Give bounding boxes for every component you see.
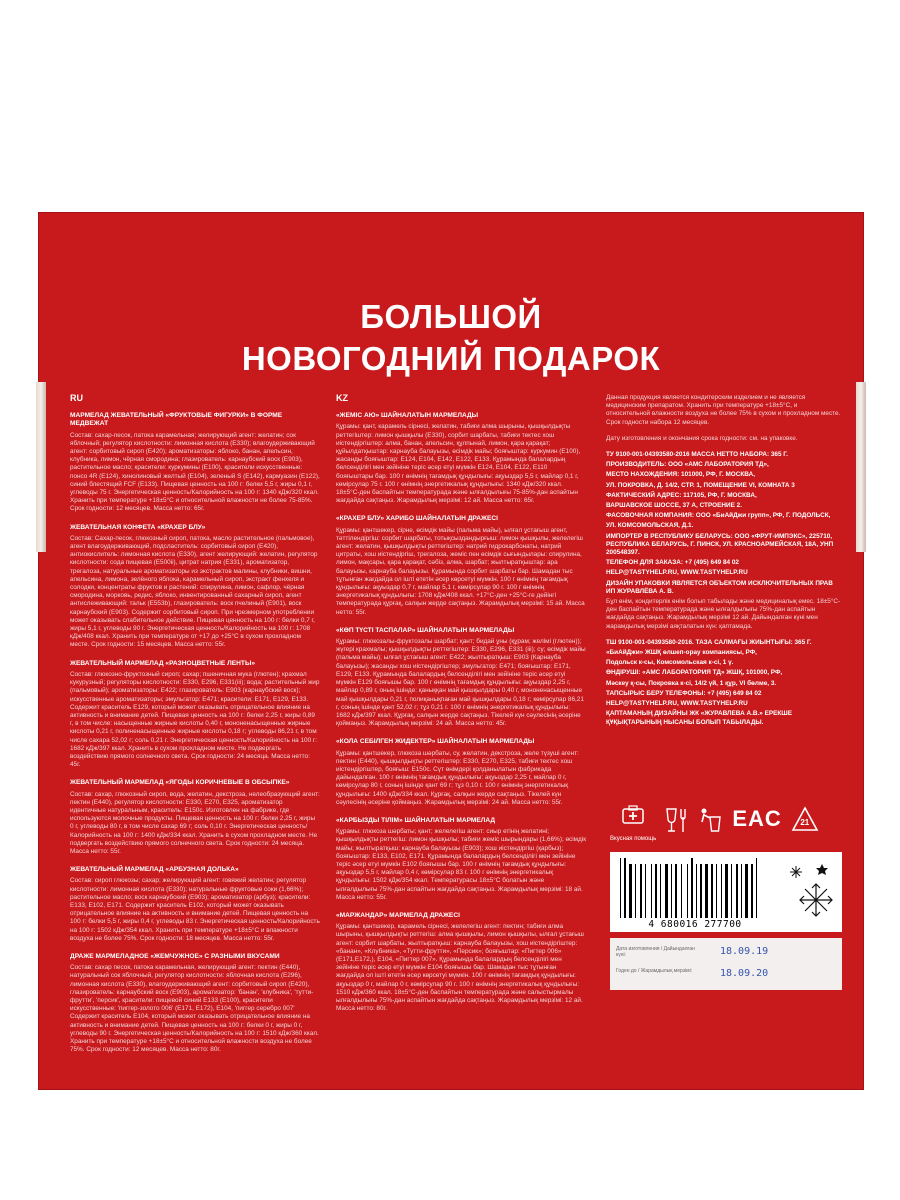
kz-section [336, 912, 586, 1013]
barcode-bar [660, 864, 661, 918]
design-rights-ru: ДИЗАЙН УПАКОВКИ ЯВЛЯЕТСЯ ОБЪЕКТОМ ИСКЛЮЧИТЕЛЬНЫХ ПРАВ ИП ЖУРАВЛЁВА А. В. [606, 579, 833, 595]
barcode-bar [669, 864, 670, 918]
date-panel [610, 938, 842, 990]
barcode-bar [637, 864, 639, 918]
title-line-2: НОВОГОДНИЙ ПОДАРОК [241, 340, 661, 377]
barcode-panel [610, 852, 842, 932]
ru-section-body: Состав: сахар, глюкозный сироп, вода, желатин, декстроза, нелеобразующий агент: пектин (Е440), регулятор кислотности: Е330, Е270, Е325, ароматизатор идентичные натуральным, краситель: Е150с. Изготовлен на фабрике, где используются молочные продукты. Пищевая ценность на 100 г: белки 2,25 г, жиры 0 г, углеводы 80 г, в том числе сахар 69 г; соль 0,10 г. Энергетическая ценность/Калорийность на 100 г: 1400 кДж/334 ккал. Хранить в сухом прохладном месте. Не подвергать воздействию прямого солнечного света. Срок годности: 24 месяца. Масса нетто: 55г. [70, 790, 320, 855]
info-line: ФАСОВОЧНАЯ КОМПАНИЯ: ООО «БиАйДжи групп», РФ, Г. ПОДОЛЬСК, [606, 512, 831, 520]
info-kz-line: Подольск к-сы, Комсомольская к-сі, 1 ү. [606, 659, 734, 667]
barcode-bar [624, 858, 626, 918]
kz-section-body: Құрамы: қантшекер, глюкоза шәрбаты, су, желатин, декстроза, желе түзуші агент: пектин (Е440), қышқылдықты реттегіштер: Е330, Е270, Е325, табиғи тектес хош иістендіргіштер, бояғыш: Е150с. Сүт өнімдері қолданылатын фабрикада дайындалған. 100 г өнімнің тағамдық құндылығы: ақуыздар 2,25 г, майлар 0 г, көмірсулар 80 г, соның ішінде қант 69 г; тұз 0,10 г. 100 г өнімнің энергетикалық құндылығы: 1400 кДж/334 ккал. Құрғақ, салқын жерде сақтаңыз. Тікелей күн сәулесінің әсеріне қоймаңыз. Жарамдылық мерзімі: 24 ай. Масса нетто: 55г. [336, 749, 579, 806]
kz-section-head: «КӨП ТҮСТІ ТАСПАЛАР» ШАЙНАЛАТЫН МАРМЕЛАДЫ [336, 626, 515, 634]
info-kz-line: ТШ 9100-001-04393580-2016. ТАЗА САЛМАҒЫ ЖИЫНТЫҒЫ: 365 Г. [606, 638, 812, 646]
tasty-help-logo [610, 805, 656, 843]
ru-section-body: Состав: глюкозно-фруктозный сироп; сахар; пшеничная мука (глютен); крахмал кукурузный; регуляторы кислотности: Е330, Е296, Е331(iii); вода; растительный жир (пальмовый); ароматизаторы: Е422; глазирователь: Е903 (карнаубский воск); искусственные ароматизаторы; эмульгатор: Е471; красители: Е171, Е129, Е133. Содержит краситель Е129, который может оказывать отрицательное влияние на активность и внимание детей. Пищевая ценность на 100 г: белки 2,25 г, жиры 0,89 г, в том числе: насыщенные жирные кислоты 0,40 г, мононенасыщенные жирные кислоты 0,21 г, полиненасыщенные жирные кислоты 0,18 г; углеводы 86,21 г, в том числе сахара 52,02 г; соль 0,21 г. Энергетическая ценность/Калорийность на 100 г: 1682 кДж/397 ккал. Хранить в сухом прохладном месте. Не подвергать воздействию прямого солнечного света. Срок годности: 24 месяца. Масса нетто: 45г. [70, 670, 320, 769]
barcode-bar [736, 864, 738, 918]
barcode-bar [745, 864, 748, 918]
kz-section-head: «КРАХЕР БЛУ» ХАРИБО ШАЙНАЛАТЫН ДРАЖЕСІ [336, 515, 498, 523]
first-aid-box-icon [613, 805, 653, 835]
design-rights-kz: ҚАПТАМАНЫҢ ДИЗАЙНЫ ЖК «ЖУРАВЛЕВА А.В.» ЕРЕКШЕ ҚҰҚЫҚТАРЫНЫҢ НЫСАНЫ БОЛЫП ТАБЫЛАДЫ. [606, 710, 792, 726]
title-line-1: БОЛЬШОЙ [360, 298, 542, 335]
barcode-bar [729, 864, 730, 918]
kz-column [336, 394, 586, 1044]
certification-icons [610, 805, 840, 855]
info-kz-line: HELP@TASTYHELP.RU, WWW.TASTYHELP.RU [606, 700, 748, 708]
barcode-bar [709, 864, 710, 918]
barcode-bar [758, 864, 760, 918]
barcode-bars [620, 860, 770, 918]
barcode-bar [653, 864, 654, 918]
info-storage: Данная продукция является кондитерским изделием и не является медицинским препаратом. Хранить при температуре +18±5°C, и относительной влажности воздуха не более 75% в сухом и прохладном месте. Срок годности набора 12 месяцев. [606, 394, 841, 426]
food-contact-glass-fork-icon [664, 805, 690, 835]
barcode-bar [718, 864, 720, 918]
barcode-bar [741, 864, 742, 918]
info-line: HELP@TASTYHELP.RU, WWW.TASTYHELP.RU [606, 569, 748, 577]
barcode-bar [694, 864, 695, 918]
ru-section-head: ЖЕВАТЕЛЬНЫЙ МАРМЕЛАД «АРБУЗНАЯ ДОЛЬКА» [70, 866, 239, 874]
barcode-bar [633, 864, 634, 918]
ru-section [70, 866, 320, 943]
info-line: ПРОИЗВОДИТЕЛЬ: ООО «АМС ЛАБОРАТОРИЯ ТД», [606, 461, 769, 469]
info-line: ВАРШАВСКОЕ ШОССЕ, 37 А, СТРОЕНИЕ 2. [606, 502, 742, 510]
kz-section-body: Құрамы: глюкоза шәрбаты; қант; желелегіш агент: сиыр етінің желатині; қышқылдықты реттегіш: лимон қышқылы; табиғи жеміс шырындары (1,66%); өсімдік майы; жылтыратқыш: карнауба балауызы (Е903); хош иістендіргіш (қарбыз); бояғыштар: Е133, Е102, Е171. Құрамында балалардың белсенділігі мен зейініне теріс әсер етуі мүмкін Е102 бояғышы бар. 100 г өнімнің тағамдық құндылығы: ақуыздар 5,5 г, майлар 0,4 г, көмірсулар 83 г. 100 г өнімнің энергетикалық құндылығы: 1502 кДж/354 ккал. Температурасы 18±5°С болатын және ылғалдылығы 75%-дан аспайтын жағдайда сақтаңыз. Жарамдылық мерзімі: 18 ай. Масса нетто: 55г. [336, 828, 587, 901]
kz-section-head: «ЖЕМІС АЮ» ШАЙНАЛАТЫН МАРМЕЛАДЫ [336, 412, 479, 420]
barcode-bar [627, 864, 628, 918]
recycle-mark [790, 805, 820, 835]
info-kz-line: «БиАйДжи» ЖШҚ өлшеп-орау компаниясы, РФ, [606, 649, 757, 657]
info-line: УЛ. ПОКРОВКА, Д. 14/2, СТР. 1, ПОМЕЩЕНИЕ VI, КОМНАТА 3 [606, 481, 795, 489]
barcode-number: 4 680016 277700 [648, 919, 742, 930]
info-kz-line: Мәскеу қ-сы, Покровка к-сі, 14/2 үй, 1 құр, VI бөлме, 3. [606, 679, 777, 687]
barcode-bar [723, 864, 724, 918]
gift-box-back [38, 212, 864, 1090]
ru-section-head: ЖЕВАТЕЛЬНАЯ КОНФЕТА «КРАХЕР БЛУ» [70, 523, 206, 531]
barcode-bar [751, 864, 753, 918]
barcode-bar [665, 864, 668, 918]
kz-section [336, 627, 586, 728]
ru-section-head: ДРАЖЕ МАРМЕЛАДНОЕ «ЖЕМЧУЖНОЕ» С РАЗНЫМИ ВКУСАМИ [70, 952, 280, 960]
kz-section-head: «КОЛА СЕБІЛГЕН ЖИДЕКТЕР» ШАЙНАЛАТЫН МАРМЕЛАДЫ [336, 738, 535, 746]
ru-column [70, 393, 320, 1054]
barcode-bar [743, 864, 744, 918]
info-line: ФАКТИЧЕСКИЙ АДРЕС: 117105, РФ, Г. МОСКВА, [606, 491, 757, 499]
ru-section-body: Состав: сироп глюкозы; сахар; желирующий агент: говяжий желатин; регулятор кислотности: лимонная кислота (Е330); натуральные фруктовые соки (1,66%); растительное масло; воск карнаубский (Е903); ароматизатор (арбуз); красители: Е133, Е102, Е171. Содержит краситель Е102, который может оказывать отрицательное влияние на активность и внимание детей. Пищевая ценность на 100 г: белки 5,5 г, жиры 0,4 г, углеводы 83 г. Энергетическая ценность/Калорийность на 100 г: 1502 кДж/354 ккал. Хранить при температуре +18±5°C и влажности воздуха не более 75%. Срок годности: 18 месяцев. Масса нетто: 55г. [70, 877, 320, 942]
barcode-bar [662, 864, 664, 918]
ru-section [70, 779, 320, 856]
barcode-bar [629, 864, 632, 918]
ru-section [70, 412, 320, 513]
barcode-bar [620, 858, 621, 918]
barcode-bar [640, 864, 642, 918]
kz-section-body: Құрамы: қантшекер, карамель сірнесі, желелегіш агент: пектин; табиғи алма шырыны, қышқылдықты реттегіш: алма қышқылы, лимон қышқылы, ылғал ұстағыш агент: сорбит шарбаты, жылтыратқыш: карнауба балауызы, хош иістендіргіштер: «банан», «Клубника», «Тутти-фрутти», «Персик»; бояғыштар: «Пигтер 006» (Е171,Е172,), Е104, «Пигтер 007». Құрамында балалардың белсенділігі мен зейініне теріс әсер етуі мүмкін Е104 бояғышы бар. Шамадан тыс тұтынған жағдайда ол ішті өтетін әсер көрсетуі мүмкін. 100 г өнімнің тағамдық құндылығы: ақуыздар 0 г, майлар 0 г, көмірсулар 90 г. 100 г өнімнің энергетикалық құндылығы: 1510 кДж/360 ккал. 18±5°С-ден баспайтын температурада және салыстырмалы ылғалдылығы 75%-дан аспайтын жағдайда сақтаңыз. Жарамдылық мерзімі: 12 ай. Масса нетто: 80г. [336, 923, 584, 1013]
barcode-bar [651, 864, 652, 918]
expiry-date-value: 18.09.20 [720, 968, 769, 979]
barcode-bar [658, 864, 659, 918]
snowflake-decoration-icon [786, 858, 838, 926]
info-kz-storage: Бұл өнім, кондитерлік өнім болып табылады және медициналық емес. 18±5°С-ден баспайтын температурада және ылғалдылығы 75%-дан аспайтын жағдайда сақтаңыз. Жарамдылық мерзімі 12 ай. Дайындалған күні мен жарамдылық мерзімі аяқталатын күн: қаптамада. [606, 598, 841, 630]
barcode-bar [678, 864, 680, 918]
barcode-bar [687, 864, 688, 918]
tidyman-bin-icon [698, 805, 724, 835]
ru-section-body: Состав: сахар-песок, патока карамельная; желирующий агент: желатин; сок яблочный; регулятор кислотности: лимонная кислота (Е330); влагоудерживающий агент: сорбитовый сироп (Е420); ароматизаторы: яблоко, банан, апельсин, клубника, лимон, чёрная смородина; глазирователь: карнаубский воск (Е903), растительное масло; красители: куркумины (Е100), красители искусственные: понсо 4R (Е124), хинолиновый желтый (Е104), зеленый S (Е142), кармуазин (Е122), синий блестящий FCF (Е133). Пищевая ценность на 100 г: белки 5,5 г, жиры 0,1 г, углеводы 75 г. Энергетическая ценность/Калорийность на 100 г: 1340 кДж/320 ккал. Хранить при температуре +18±5°C и относительной влажности не более 75-85%. Срок годности: 12 месяцев. Масса нетто: 65г. [70, 431, 320, 513]
ru-section-head: ЖЕВАТЕЛЬНЫЙ МАРМЕЛАД «РАЗНОЦВЕТНЫЕ ЛЕНТЫ» [70, 659, 256, 667]
barcode-bar [698, 864, 699, 918]
kz-section-head: «КАРБЫЗДЫ ТІЛІМ» ШАЙНАЛАТЫН МАРМЕЛАД [336, 816, 496, 824]
barcode-bar [749, 864, 750, 918]
info-line: УЛ. КОМСОМОЛЬСКАЯ, Д.1. [606, 522, 694, 530]
barcode-bar [681, 864, 682, 918]
barcode-bar [647, 864, 650, 918]
barcode-bar [671, 864, 672, 918]
kz-section-head: «МАРЖАНДАР» МАРМЕЛАД ДРАЖЕСІ [336, 911, 460, 919]
barcode-bar [622, 864, 623, 918]
info-column [606, 394, 842, 864]
barcode-bar [725, 864, 728, 918]
barcode-bar [716, 864, 717, 918]
barcode-bar [714, 864, 715, 918]
left-fold-edge [36, 382, 46, 552]
barcode-bar [754, 864, 755, 918]
barcode-bar [673, 864, 674, 918]
ru-section-head: ЖЕВАТЕЛЬНЫЙ МАРМЕЛАД «ЯГОДЫ КОРИЧНЕВЫЕ В ОБСЫПКЕ» [70, 779, 290, 787]
barcode-bar [721, 864, 722, 918]
barcode-bar [689, 864, 690, 918]
made-date-label: Дата изготовления / Дайындалған күні: [616, 946, 695, 958]
box-title [38, 296, 864, 380]
recycle-number: 21 [800, 818, 810, 827]
barcode-bar [645, 864, 646, 918]
barcode-bar [691, 858, 693, 918]
ru-section-head: МАРМЕЛАД ЖЕВАТЕЛЬНЫЙ «ФРУКТОВЫЕ ФИГУРКИ» В ФОРМЕ МЕДВЕЖАТ [70, 412, 283, 428]
kz-section [336, 817, 586, 902]
barcode-bar [700, 864, 702, 918]
barcode-bar [711, 864, 713, 918]
info-line: ТЕЛЕФОН ДЛЯ ЗАКАЗА: +7 (495) 649 84 02 [606, 559, 739, 567]
kz-section [336, 738, 586, 807]
info-kz-line: ӨНДІРУШІ: «АМС ЛАБОРАТОРИЯ ТД» ЖШҚ, 101000, РФ, [606, 669, 783, 677]
barcode-bar [739, 864, 740, 918]
info-line: МЕСТО НАХОЖДЕНИЯ: 101000, РФ, Г. МОСКВА, [606, 471, 755, 479]
ru-section-body: Состав: Сахар-песок, глюкозный сироп, патока, масло растительное (пальмовое), агент влагоудерживающий, подсластитель: сорбитовый сироп (Е420), антиокислитель: лимонная кислота (Е330), агент желирующий: желатин, регулятор кислотности: сода пищевая (Е500ii), цитрат натрия (Е331), ароматизатор, трегалоза, натуральные ароматизаторы из экстрактов малины, клубники, вишни, апельсина, лимона, зелёного яблока, карамельный сироп, экстракт фенхеля и солодки, концентраты фруктов и растений: спирулина, лимон, сафлор, чёрная смородина, морковь, редис, яблоко, инвентированный сахарный сироп, агент антислеживающий: тальк (Е553b), глазирователь: воск пчелиный (Е901), воск карнаубский (Е903). Содержит сорбитовый сироп. При чрезмерном употреблении может оказывать слабительное действие. Пищевая ценность на 100 г: белки 0,7 г, жиры 5,1 г, углеводы 90 г. Энергетическая ценность/Калорийность на 100 г: 1708 кДж/408 ккал. Хранить при температуре от +17 до +25°C в сухом прохладном месте. Срок годности: 15 месяцев. Масса нетто: 55г. [70, 534, 318, 649]
tasty-help-caption: Вкусная помощь [610, 836, 657, 842]
kz-section-body: Құрамы: глюкозалы-фруктозалы шарбат; қант; бидай ұны (құрам; желімі (глютен)); жүгері крахмалы; қышқылдықты реттегіштер: Е330, Е296, Е331 (iii); су; өсімдік майы (пальма майы); ылғал ұстағыш агент: Е422; жылтыратқыш: Е903 (Карнауба балауызы); жасанды хош иістендіргіштер; эмульгатор: Е471; бояғыштар: Е171, Е129, Е133. Құрамында балалардың белсенділігі мен зейініне теріс әсер етуі мүмкін Е129 бояғышы бар. 100 г өнімнің тағамдық құндылығы: ақуыздар 2,25 г, майлар 0,89 г, оның ішінде: қаныққан май қышқылдары 0,40 г, мононенасыщенные май қышқылдары 0,21 г, полиқанықпаған май қышқылдары 0,18 г; көмірсулар 86,21 г, соның ішінде қант 52,02 г; тұз 0,21 г. 100 г өнімнің энергетикалық құндылығы: 1682 кДж/397 ккал. Құрғақ, салқын жерде сақтаңыз. Тікелей күн сәулесінің әсеріне қоймаңыз. Жарамдылық мерзімі: 24 ай. Масса нетто: 45г. [336, 638, 586, 728]
ru-section [70, 953, 320, 1054]
barcode-bar [756, 858, 757, 918]
kz-lang-label: KZ [336, 393, 348, 403]
made-date-value: 18.09.19 [720, 946, 769, 957]
kz-section [336, 412, 586, 505]
barcode-bar [675, 864, 677, 918]
barcode-bar [705, 864, 708, 918]
kz-section [336, 515, 586, 616]
barcode-bar [643, 864, 644, 918]
ru-lang-label: RU [70, 393, 83, 403]
expiry-date-label: Годен до / Жарамдылық мерзімі: [616, 968, 693, 974]
info-line: ТУ 9100-001-04393580-2016 МАССА НЕТТО НАБОРА: 365 Г. [606, 451, 788, 459]
kz-section-body: Құрамы: қант, карамель сірнесі, желатин, табиғи алма шырыны, қышқылдықты реттегіштер: лимон қышқылы (Е330), сорбит шарбаты, табиғи тектес хош иістендіргіштер: алма, банан, апельсин, құлпынай, лимон, қара қарақат; құйылдатқыштар: карнауба балауызы, өсімдік майы; бояғыштар: куркумин (Е100), жасанды бояғыштар: Е124, Е104, Е142, Е122, Е133. Құрамында балалардың белсенділігі мен зейініне теріс әсер етуі мүмкін Е124, Е104, Е122, Е110 бояғыштары бар. 100 г өнімнің тағамдық құндылығы: ақуыздар 5,5 г, майлар 0,1 г, көмірсулар 75 г. 100 г өнімнің энергетикалық құндылығы: 1340 кДж/320 ккал. 18±5°С-ден баспайтын температурада және ылғалдылығы 75-85%-дан аспайтын жағдайда сақтаңыз. Жарамдылық мерзімі: 12 ай. Масса нетто: 65г. [336, 423, 581, 505]
barcode-bar [655, 864, 657, 918]
ru-section [70, 524, 320, 650]
kz-section-body: Құрамы: қантшекер, сірне, өсімдік майы (пальма майы), ылғал ұстағыш агент, тәттілендіргіш: сорбит шарбаты, тотықсыздандырғыш: лимон қышқылы, желелегіш агент: желатин, қышқылдықты реттегіштер: натрий гидрокарбонаты, натрий цитраты, хош иістендіргіш, трегалоза, жеміс пен өсімдік сығындылары: спирулина, лимон, мақсары, қара қарақат, сәбіз, алма, шарбат; жылтыратқыштар: ара балауызы, карнауба балауызы. Құрамында сорбит шарбаты бар. Шамадан тыс тұтынған жағдайда ол ішті өтетін әсер көрсетуі мүмкін. 100 г өнімнің тағамдық құндылығы: ақуыздар 0,7 г, майлар 5,1 г, көмірсулар 90 г. 100 г өнімнің энергетикалық құндылығы: 1708 кДж/408 ккал. +17°С-ден +25°С-ге дейінгі температурада құрғақ, салқын жерде сақтаңыз. Жарамдылық мерзімі: 15 ай. Масса нетто: 55г. [336, 526, 585, 616]
ru-section-body: Состав: сахар песок, патока карамельная, желирующий агент: пектин (Е440), натуральный сок яблочный, регулятор кислотности: яблочная кислота (Е296), лимонная кислота (Е330), влагоудерживающий агент: сорбитовый сироп (Е420), глазирователь: карнаубский воск (Е903), ароматизатор: 'банан', 'клубника', 'тутти-фрутти', 'персик', красители: пищевой синий Е133 (Е100), красители искусственные: 'пиггер-золото 006' (Е171, Е172), Е104, 'пиггер серебро 007' Содержит краситель Е104, который может оказывать отрицательное влияние на активность и внимание детей. Пищевая ценность на 100 г: белки 0 г, жиры 0 г, углеводы 90 г. Энергетическая ценность/Калорийность на 100 г: 1510 кДж/360 ккал. Хранить при температуре +18±5°C и относительной влажности воздуха не более 75%. Срок годности: 12 месяцев. Масса нетто: 80г. [70, 964, 319, 1054]
info-dates-note: Дату изготовления и окончания срока годности: см. на упаковке. [606, 434, 798, 442]
right-fold-edge [856, 382, 866, 552]
barcode-bar [731, 864, 732, 918]
ru-section [70, 660, 320, 770]
info-line: ИМПОРТЕР В РЕСПУБЛИКУ БЕЛАРУСЬ: ООО «ФРУТ-ИМПЭКС», 225710, РЕСПУБЛИКА БЕЛАРУСЬ, Г. ПИНСК, УЛ. КРАСНОАРМЕЙСКАЯ, 18А, УНП 200548397. [606, 532, 834, 557]
barcode-bar [635, 864, 636, 918]
barcode-bar [703, 864, 704, 918]
barcode-bar [683, 864, 686, 918]
eac-mark: EAC [732, 806, 782, 831]
info-kz-line: ТАПСЫРЫС БЕРУ ТЕЛЕФОНЫ: +7 (495) 649 84 02 [606, 689, 762, 697]
barcode-bar [733, 864, 735, 918]
barcode-bar [696, 864, 697, 918]
